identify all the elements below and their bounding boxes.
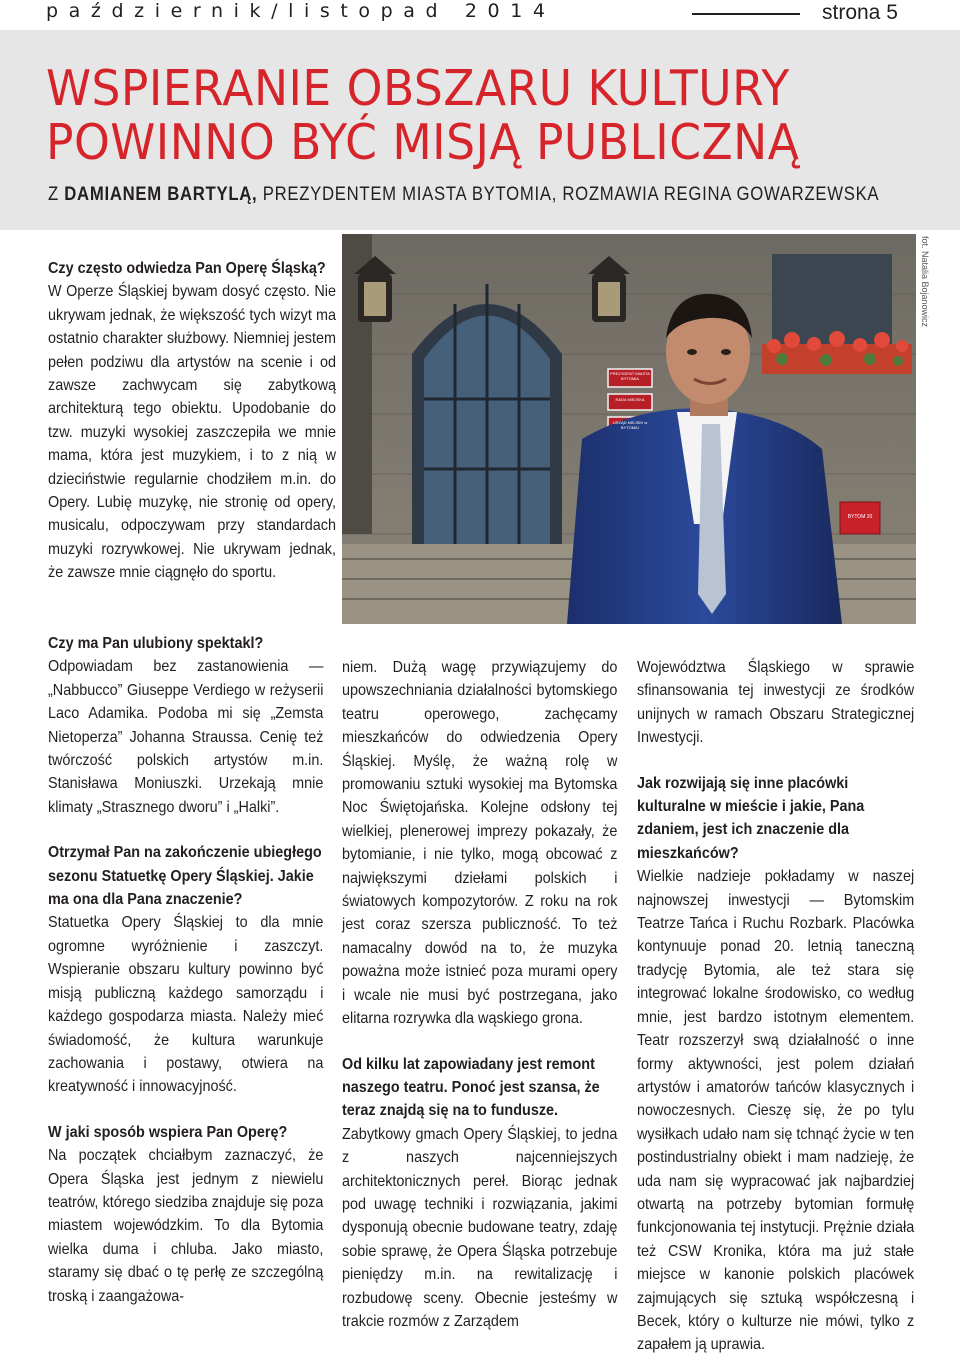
photo-credit-text: fot. Natalia Bojanowicz: [920, 236, 930, 328]
header-rule: [692, 13, 800, 15]
answer-5-continued: Województwa Śląskiego w sprawie sfinansowania tej inwestycji ze środków unijnych w ramach Obszaru Strategicznej Inwestycji.: [637, 659, 915, 747]
answer-2: Odpowiadam bez zastanowienia — „Nabbucco” Giuseppe Verdiego w reżyserii Laco Adamika. Podoba mi się „Zemsta Nietoperza” Johanna Straussa. Cenię też twórczość polskich artystów m.in. Stanisława Moniuszki. Urzekają mnie klimaty „Strasznego dworu” i „Halki”.: [48, 658, 324, 816]
issue-date: październik/listopad 2014: [46, 0, 556, 22]
question-3: Otrzymał Pan na zakończenie ubiegłego sezonu Statuetkę Opery Śląskiej. Jakie ma ona dla Pana znaczenie?: [48, 844, 322, 909]
question-6: Jak rozwijają się inne placówki kulturalne w mieście i jakie, Pana zdaniem, jest ich znaczenie dla mieszkańców?: [637, 774, 865, 862]
sign-council: RADA MIEJSKA: [615, 397, 645, 402]
column-2: [342, 656, 618, 1333]
answer-1: W Operze Śląskiej bywam dosyć często. Nie ukrywam jednak, że większość tych wizyt ma ostatnio charakter służbowy. Niemniej jestem pełen podziwu dla artystów na scenie i od zawsze zachwycam się zabytkową architekturą tego obiektu. Upodobanie do tzw. muzyki wysokiej zaszczepiła we mnie mama, która jest muzykiem, i to z nią w dzieciństwie regularnie chodziłem m.in. do Opery. Lubię muzykę, nie stronię od opery, musicalu, odpoczywam przy standardach muzyki rozrywkowej. Nie ukrywam jednak, że zawsze mnie ciągnęło do sportu.: [48, 283, 336, 582]
question-5: Od kilku lat zapowiadany jest remont naszego teatru. Ponoć jest szansa, że teraz znajdą się na to fundusze.: [342, 1055, 600, 1120]
answer-3: Statuetka Opery Śląskiej to dla mnie ogromne wyróżnienie i zaszczyt. Wspieranie obszaru kultury powinno być misją publiczną każdego samorządu i każdego gospodarza miasta. Należy mieć świadomość, że kultura warunkuje zachowania i postawy, otwiera na kreatywność i innowacyjność.: [48, 914, 324, 1096]
article-title-line-2: POWINNO BYĆ MISJĄ PUBLICZNĄ: [46, 114, 800, 171]
column-1-top: [48, 257, 336, 585]
column-1-bottom: [48, 632, 324, 1308]
question-1: Czy często odwiedza Pan Operę Śląską?: [48, 260, 326, 277]
photo-credit: [918, 236, 932, 346]
answer-6: Wielkie nadzieje pokładamy w naszej najnowszej inwestycji — Bytomskim Teatrze Tańca i Ruchu Rozbark. Placówka kontynuuje ponad 20. letnią taneczną tradycję Bytomia, ale też stara się integrować lokalne środowisko, co według mnie, jest bardzo istotnym elementem. Teatr rozszerzył swą działalność o inne formy aktywności, jest polem działań artystów i amatorów tańców klasycznych i nowoczesnych. Cieszę się, że po tylu wysiłkach udało nam się tchnąć życie w ten postindustrialny obiekt i mam nadzieję, że uda nam się wypracować jak najbardziej otwartą na potrzeby bytomian formułę funkcjonowania tej instytucji. Prężnie działa też CSW Kronika, która ma już stałe miejsce w kanonie polskich placówek zajmujących się sztuką współczesną i Becek, który o kulturze nie mówi, tylko z zapałem ją uprawia.: [637, 868, 915, 1354]
article-title-line-1: WSPIERANIE OBSZARU KULTURY: [46, 60, 790, 117]
sign-mayor: PREZYDENT MIASTA BYTOMIA: [610, 371, 650, 381]
portrait-photo: [342, 234, 916, 624]
answer-4-continued: niem. Dużą wagę przywiązujemy do upowszechniania działalności bytomskiego teatru operowego, zachęcamy mieszkańców do odwiedzenia Opery Śląskiej. Myślę, że ważną rolę w promowaniu sztuki wysokiej ma Bytomska Noc Świętojańska. Kolejne odsłony tej wielkiej, plenerowej imprezy pokazały, że bytomianie, i nie tylko, mogą obcować z największymi dziełami polskich i światowych kompozytorów. Z roku na rok jest coraz szersza publiczność. To też namacalny dowód na to, że muzyka poważna może istnieć poza murami opery i wcale nie musi być postrzegana, jako elitarna rozrywka dla wąskiego grona.: [342, 659, 618, 1028]
answer-4: Na początek chciałbym zaznaczyć, że Opera Śląska jest jednym z niewielu teatrów, którego siedziba znajduje się poza miastem wojewódzkim. To dla Bytomia wielka duma i chluba. Jako miasto, staramy się dbać o tę perłę ze szczególną troską i zaangażowa-: [48, 1147, 324, 1305]
subtitle-rest: PREZYDENTEM MIASTA BYTOMIA, ROZMAWIA REGINA GOWARZEWSKA: [262, 184, 880, 205]
sign-city-hall: URZĄD MIEJSKI w BYTOMIU: [612, 420, 648, 430]
article-subtitle: [48, 184, 879, 206]
question-2: Czy ma Pan ulubiony spektakl?: [48, 635, 264, 652]
subtitle-interviewee: DAMIANEM BARTYLĄ,: [64, 184, 258, 205]
postbox-label: BYTOM 20: [847, 514, 873, 520]
page-number: strona 5: [822, 1, 898, 24]
question-4: W jaki sposób wspiera Pan Operę?: [48, 1123, 288, 1141]
column-3: [637, 656, 915, 1357]
subtitle-prefix: Z: [48, 184, 59, 205]
page-header: [0, 0, 960, 26]
article-title: [46, 62, 799, 170]
answer-5: Zabytkowy gmach Opery Śląskiej, to jedna z naszych najcenniejszych architektonicznych pereł. Biorąc jednak pod uwagę techniki i rozwiązania, jakimi dysponują obecnie budowane teatry, zdaję sobie sprawę, że Opera Śląska potrzebuje pieniędzy m.in. na rewitalizację i rozbudowę sceny. Obecnie jesteśmy w trakcie rozmów z Zarządem: [342, 1125, 618, 1330]
